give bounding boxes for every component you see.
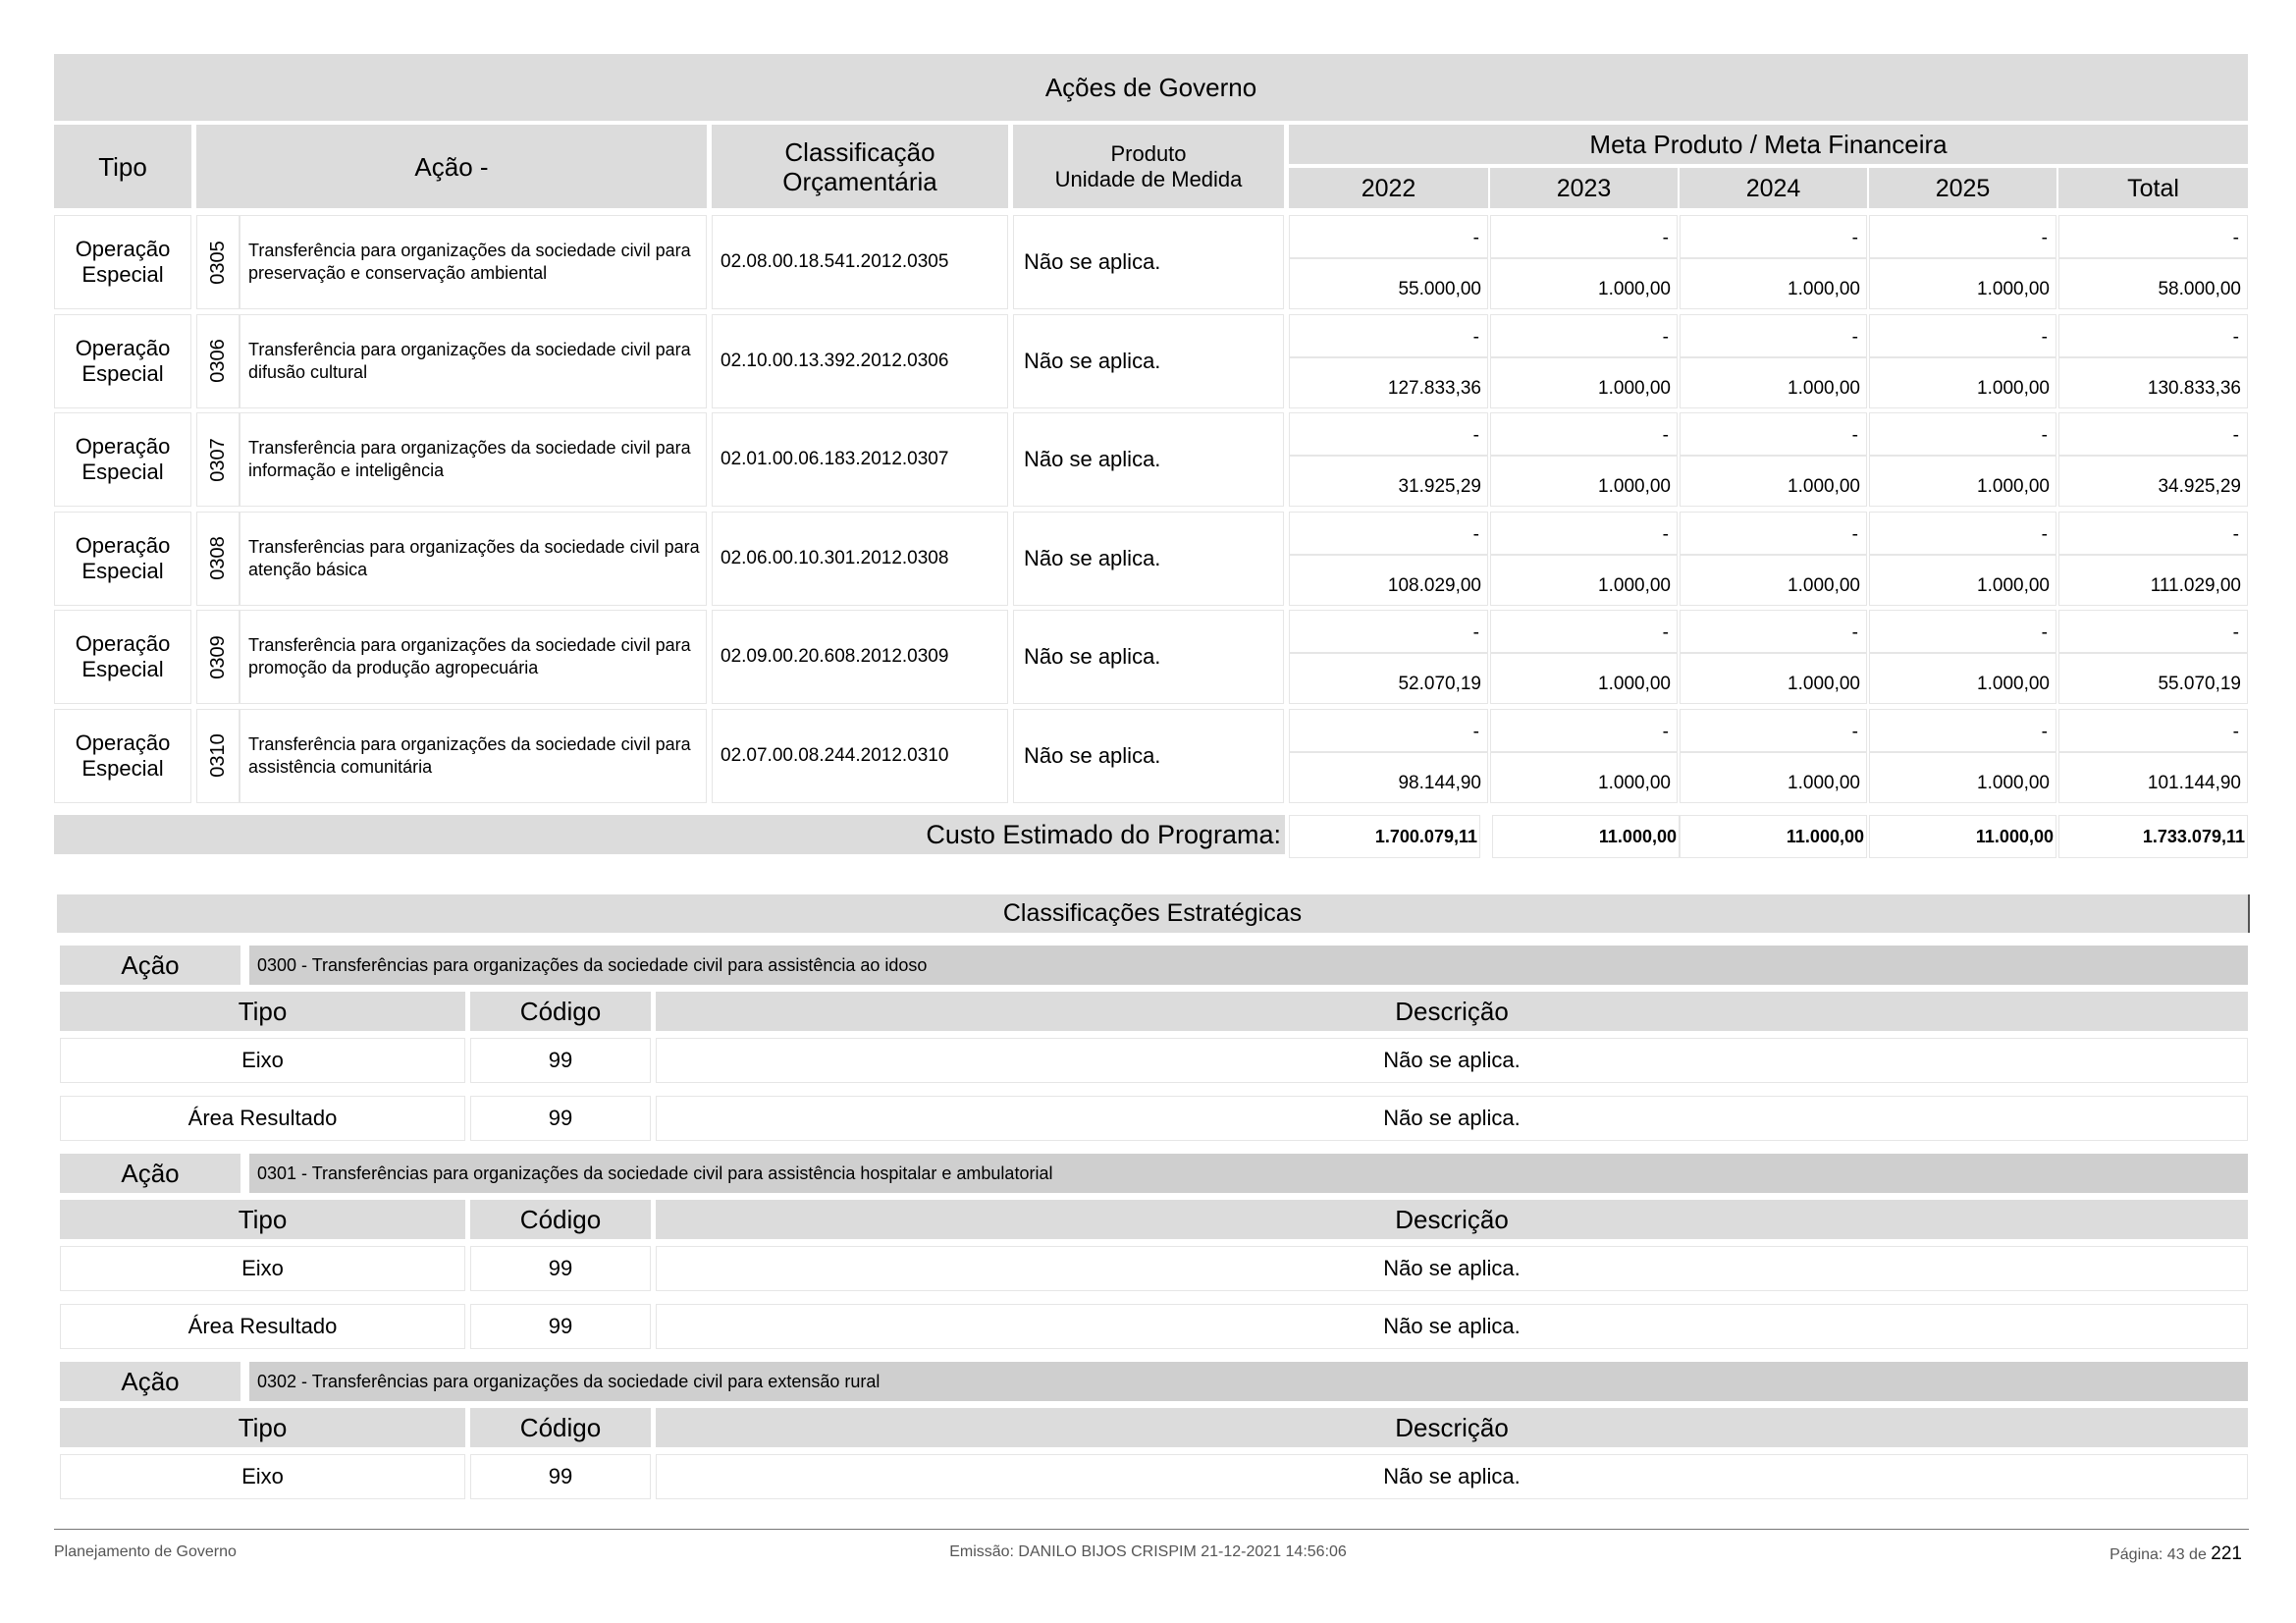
row-acao-code	[196, 709, 240, 803]
row-classificacao: 02.07.00.08.244.2012.0310	[712, 709, 1008, 803]
footer-page-prefix: Página: 43 de	[2109, 1546, 2207, 1563]
row-tipo-l1: Operação	[75, 532, 171, 558]
header-year-2025: 2025	[1869, 168, 2056, 208]
row-meta-produto-value: -	[1490, 314, 1678, 357]
row-meta-financeira-value: 1.000,00	[1680, 357, 1867, 408]
row-meta-produto-value: -	[2058, 512, 2248, 555]
header-year-2022: 2022	[1289, 168, 1488, 208]
class-header-codigo: Código	[470, 1200, 651, 1239]
row-meta-produto-value: -	[1680, 314, 1867, 357]
class-row-descricao: Não se aplica.	[656, 1304, 2248, 1349]
class-acao-label: Ação	[60, 1154, 240, 1193]
row-tipo	[54, 412, 191, 507]
row-tipo-l1: Operação	[75, 631, 171, 656]
row-classificacao: 02.09.00.20.608.2012.0309	[712, 610, 1008, 704]
row-classificacao: 02.06.00.10.301.2012.0308	[712, 512, 1008, 606]
row-meta-produto-value: -	[2058, 610, 2248, 653]
row-meta-produto-value: -	[2058, 215, 2248, 258]
row-acao-code	[196, 215, 240, 309]
row-produto: Não se aplica.	[1013, 709, 1284, 803]
class-row-codigo: 99	[470, 1096, 651, 1141]
class-row-codigo: 99	[470, 1454, 651, 1499]
custo-value-2025: 11.000,00	[1869, 815, 2056, 858]
classificacoes-title: Classificações Estratégicas	[57, 894, 2250, 933]
class-header-descricao: Descrição	[656, 1408, 2248, 1447]
row-meta-financeira-value: 130.833,36	[2058, 357, 2248, 408]
row-meta-produto-value: -	[1289, 610, 1488, 653]
row-meta-produto-value: -	[1869, 709, 2056, 752]
row-produto: Não se aplica.	[1013, 512, 1284, 606]
row-tipo	[54, 512, 191, 606]
class-row-codigo: 99	[470, 1246, 651, 1291]
row-meta-produto-value: -	[1289, 215, 1488, 258]
row-produto: Não se aplica.	[1013, 215, 1284, 309]
class-acao-text: 0300 - Transferências para organizações da sociedade civil para assistência ao idoso	[249, 946, 2248, 985]
class-header-descricao: Descrição	[656, 992, 2248, 1031]
row-meta-produto-value: -	[2058, 412, 2248, 456]
row-acao-desc: Transferência para organizações da sociedade civil para difusão cultural	[240, 314, 707, 408]
row-meta-produto-value: -	[1490, 215, 1678, 258]
row-meta-produto-value: -	[2058, 314, 2248, 357]
row-meta-financeira-value: 1.000,00	[1680, 258, 1867, 309]
row-meta-financeira-value: 1.000,00	[1490, 752, 1678, 803]
row-tipo-l2: Especial	[81, 755, 164, 781]
header-unidade-label: Unidade de Medida	[1054, 166, 1243, 191]
row-tipo-l2: Especial	[81, 558, 164, 583]
footer-page	[2109, 1543, 2242, 1565]
row-tipo-l1: Operação	[75, 237, 171, 261]
row-acao-desc: Transferências para organizações da sociedade civil para atenção básica	[240, 512, 707, 606]
row-meta-financeira-value: 1.000,00	[1869, 555, 2056, 606]
class-acao-label: Ação	[60, 1362, 240, 1401]
header-meta: Meta Produto / Meta Financeira	[1289, 125, 2248, 164]
row-meta-financeira-value: 98.144,90	[1289, 752, 1488, 803]
row-tipo-l1: Operação	[75, 730, 171, 755]
row-meta-produto-value: -	[1289, 314, 1488, 357]
row-meta-financeira-value: 127.833,36	[1289, 357, 1488, 408]
row-classificacao: 02.08.00.18.541.2012.0305	[712, 215, 1008, 309]
class-acao-text: 0302 - Transferências para organizações da sociedade civil para extensão rural	[249, 1362, 2248, 1401]
class-header-descricao: Descrição	[656, 1200, 2248, 1239]
row-meta-financeira-value: 1.000,00	[1680, 555, 1867, 606]
row-produto: Não se aplica.	[1013, 412, 1284, 507]
row-meta-produto-value: -	[1869, 512, 2056, 555]
row-meta-produto-value: -	[1680, 412, 1867, 456]
row-acao-code-text: 0307	[206, 437, 229, 482]
row-tipo	[54, 610, 191, 704]
acoes-governo-title: Ações de Governo	[54, 54, 2248, 121]
class-row-tipo: Área Resultado	[60, 1304, 465, 1349]
footer-page-total: 221	[2211, 1543, 2242, 1564]
header-year-2023: 2023	[1490, 168, 1678, 208]
header-year-total: Total	[2058, 168, 2248, 208]
row-meta-financeira-value: 31.925,29	[1289, 456, 1488, 507]
row-acao-desc: Transferência para organizações da sociedade civil para preservação e conservação ambiental	[240, 215, 707, 309]
row-meta-financeira-value: 1.000,00	[1680, 653, 1867, 704]
class-row-tipo: Eixo	[60, 1038, 465, 1083]
row-tipo	[54, 314, 191, 408]
class-acao-label: Ação	[60, 946, 240, 985]
custo-value-2022: 1.700.079,11	[1289, 815, 1480, 858]
class-row-tipo: Eixo	[60, 1246, 465, 1291]
row-meta-produto-value: -	[1869, 412, 2056, 456]
row-meta-financeira-value: 1.000,00	[1869, 653, 2056, 704]
row-meta-financeira-value: 58.000,00	[2058, 258, 2248, 309]
row-meta-produto-value: -	[1490, 610, 1678, 653]
row-meta-financeira-value: 55.000,00	[1289, 258, 1488, 309]
row-tipo-l2: Especial	[81, 360, 164, 386]
row-meta-produto-value: -	[1680, 709, 1867, 752]
class-header-codigo: Código	[470, 1408, 651, 1447]
row-acao-code	[196, 314, 240, 408]
class-header-tipo: Tipo	[60, 1408, 465, 1447]
row-meta-produto-value: -	[1869, 215, 2056, 258]
class-row-tipo: Eixo	[60, 1454, 465, 1499]
row-meta-produto-value: -	[1869, 314, 2056, 357]
row-meta-produto-value: -	[1680, 610, 1867, 653]
row-meta-financeira-value: 1.000,00	[1869, 357, 2056, 408]
row-meta-financeira-value: 1.000,00	[1869, 752, 2056, 803]
row-meta-produto-value: -	[1490, 412, 1678, 456]
header-produto-label: Produto	[1110, 140, 1187, 166]
row-produto: Não se aplica.	[1013, 314, 1284, 408]
row-acao-desc: Transferência para organizações da sociedade civil para informação e inteligência	[240, 412, 707, 507]
header-acao: Ação -	[196, 125, 707, 208]
row-tipo-l2: Especial	[81, 657, 164, 681]
class-row-descricao: Não se aplica.	[656, 1246, 2248, 1291]
row-meta-financeira-value: 1.000,00	[1680, 456, 1867, 507]
row-meta-financeira-value: 1.000,00	[1490, 456, 1678, 507]
row-acao-code	[196, 412, 240, 507]
row-meta-financeira-value: 52.070,19	[1289, 653, 1488, 704]
row-acao-code	[196, 512, 240, 606]
row-classificacao: 02.01.00.06.183.2012.0307	[712, 412, 1008, 507]
row-tipo-l2: Especial	[81, 262, 164, 287]
row-meta-produto-value: -	[1869, 610, 2056, 653]
class-row-codigo: 99	[470, 1038, 651, 1083]
row-meta-financeira-value: 55.070,19	[2058, 653, 2248, 704]
row-acao-code-text: 0309	[206, 634, 229, 679]
row-tipo-l2: Especial	[81, 460, 164, 484]
row-tipo	[54, 709, 191, 803]
class-row-tipo: Área Resultado	[60, 1096, 465, 1141]
row-meta-produto-value: -	[1680, 512, 1867, 555]
row-meta-produto-value: -	[1490, 709, 1678, 752]
row-acao-code-text: 0308	[206, 536, 229, 580]
class-row-codigo: 99	[470, 1304, 651, 1349]
row-acao-desc: Transferência para organizações da sociedade civil para assistência comunitária	[240, 709, 707, 803]
row-meta-financeira-value: 34.925,29	[2058, 456, 2248, 507]
row-acao-desc: Transferência para organizações da sociedade civil para promoção da produção agropecuária	[240, 610, 707, 704]
class-header-tipo: Tipo	[60, 1200, 465, 1239]
row-meta-produto-value: -	[2058, 709, 2248, 752]
row-acao-code-text: 0306	[206, 339, 229, 383]
header-classificacao: Classificação Orçamentária	[712, 125, 1008, 208]
class-row-descricao: Não se aplica.	[656, 1038, 2248, 1083]
row-meta-produto-value: -	[1680, 215, 1867, 258]
footer-left: Planejamento de Governo	[54, 1543, 237, 1560]
class-acao-text: 0301 - Transferências para organizações da sociedade civil para assistência hospitalar e ambulatorial	[249, 1154, 2248, 1193]
row-meta-financeira-value: 1.000,00	[1490, 653, 1678, 704]
class-header-codigo: Código	[470, 992, 651, 1031]
header-produto	[1013, 125, 1284, 208]
row-acao-code-text: 0310	[206, 733, 229, 778]
row-meta-financeira-value: 108.029,00	[1289, 555, 1488, 606]
row-meta-financeira-value: 1.000,00	[1869, 456, 2056, 507]
footer-emissao: Emissão: DANILO BIJOS CRISPIM 21-12-2021 14:56:06	[949, 1543, 1347, 1560]
class-row-descricao: Não se aplica.	[656, 1454, 2248, 1499]
row-tipo-l1: Operação	[75, 335, 171, 360]
row-meta-produto-value: -	[1289, 709, 1488, 752]
class-header-tipo: Tipo	[60, 992, 465, 1031]
row-meta-financeira-value: 111.029,00	[2058, 555, 2248, 606]
row-tipo	[54, 215, 191, 309]
row-meta-produto-value: -	[1490, 512, 1678, 555]
row-acao-code	[196, 610, 240, 704]
row-tipo-l1: Operação	[75, 434, 171, 459]
footer-divider	[54, 1529, 2249, 1530]
header-tipo: Tipo	[54, 125, 191, 208]
row-meta-financeira-value: 1.000,00	[1490, 555, 1678, 606]
row-acao-code-text: 0305	[206, 240, 229, 285]
custo-value-2023: 11.000,00	[1492, 815, 1680, 858]
row-meta-produto-value: -	[1289, 512, 1488, 555]
row-produto: Não se aplica.	[1013, 610, 1284, 704]
row-classificacao: 02.10.00.13.392.2012.0306	[712, 314, 1008, 408]
custo-value-2024: 11.000,00	[1680, 815, 1867, 858]
row-meta-financeira-value: 101.144,90	[2058, 752, 2248, 803]
row-meta-produto-value: -	[1289, 412, 1488, 456]
row-meta-financeira-value: 1.000,00	[1490, 357, 1678, 408]
row-meta-financeira-value: 1.000,00	[1680, 752, 1867, 803]
row-meta-financeira-value: 1.000,00	[1490, 258, 1678, 309]
row-meta-financeira-value: 1.000,00	[1869, 258, 2056, 309]
custo-estimado-label: Custo Estimado do Programa:	[54, 815, 1285, 854]
custo-value-total: 1.733.079,11	[2058, 815, 2248, 858]
header-year-2024: 2024	[1680, 168, 1867, 208]
class-row-descricao: Não se aplica.	[656, 1096, 2248, 1141]
